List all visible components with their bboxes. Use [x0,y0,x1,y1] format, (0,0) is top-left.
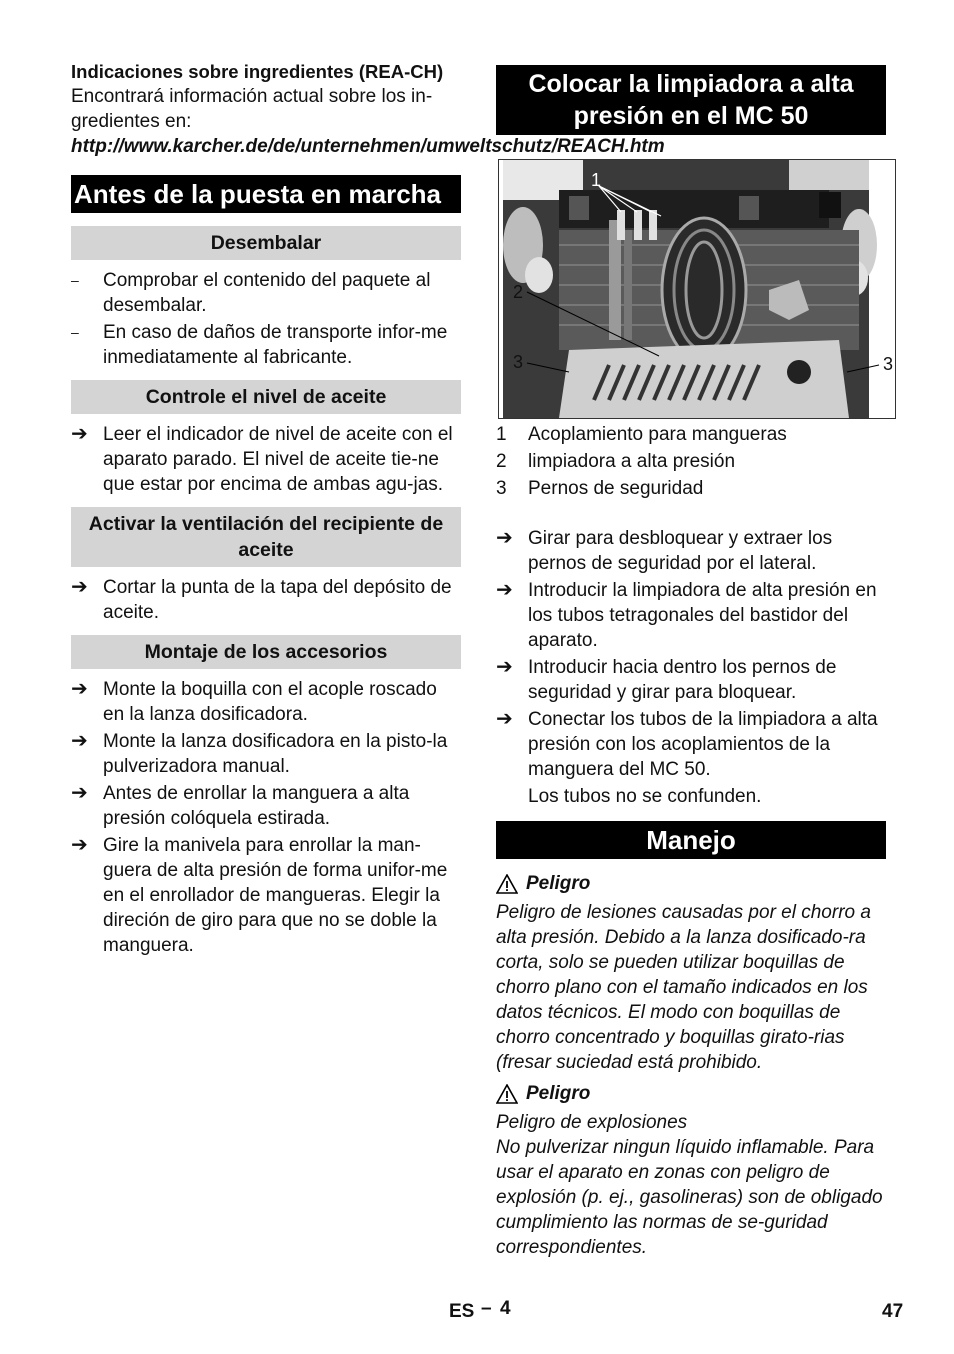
machine-illustration [499,160,895,418]
danger-1-text: Peligro de lesiones causadas por el chorro a alta presión. Debido a la lanza dosificado-ra corta, solo se pueden utilizar boquillas de chorro plano con el tamaño indicados en los datos técnicos. El modo con boquillas de chorro concentrado y boquillas girato-rias (fresar suciedad está prohibido. [496,902,871,1073]
footer-dash: – [481,1298,492,1319]
footer-page-number: 47 [882,1301,904,1322]
warning-icon [496,1084,518,1104]
mount-steps [496,526,886,782]
danger-1-heading: Peligro [496,871,886,896]
list-item: ➔ Introducir hacia dentro los pernos de seguridad y girar para bloquear. [496,656,837,703]
list-item: ➔ Introducir la limpiadora de alta presión en los tubos tetragonales del bastidor del aparato. [496,579,877,651]
arrow-icon: ➔ [71,423,88,445]
list-item: – Comprobar el contenido del paquete al desembalar. [71,270,431,316]
callout-3-left: 3 [513,352,524,372]
right-column [496,65,894,1260]
machine-photo [498,159,896,419]
arrow-icon: ➔ [71,782,88,804]
list-item: ➔ Gire la manivela para enrollar la man-guera de alta presión de forma unifor-me en el enrollador de mangueras. Elegir la direción de giro para que no se doble la manguera. [71,834,448,956]
callout-2: 2 [513,282,524,302]
arrow-icon: ➔ [496,708,513,730]
legend-item: 1 Acoplamiento para mangueras [496,424,787,445]
reach-url[interactable]: http://www.karcher.de/de/unternehmen/umweltschutz/REACH.htm [71,136,665,157]
list-item: ➔ Leer el indicador de nivel de aceite con el aparato parado. El nivel de aceite tie-ne que estar por encima de ambas agu-jas. [71,423,453,495]
list-item: ➔ Monte la boquilla con el acople roscado en la lanza dosificadora. [71,678,437,725]
list-item: ➔ Monte la lanza dosificadora en la pisto-la pulverizadora manual. [71,730,448,777]
footer-section-page: 4 [500,1298,511,1319]
section-title-colocar: Colocar la limpiadora a alta presión en el MC 50 [496,65,886,135]
danger-2-text: No pulverizar ningun líquido inflamable. Para usar el aparato en zonas con peligro de explosión (p. ej., gasolineras) son de obligado cumplimiento las normas de se-guridad correspondientes. [496,1137,883,1258]
section-title-antes: Antes de la puesta en marcha [71,175,461,213]
danger-2-heading: Peligro [496,1081,886,1106]
callout-1: 1 [591,170,602,190]
list-item: ➔ Antes de enrollar la manguera a alta presión colóquela estirada. [71,782,410,829]
subsection-accesorios: Montaje de los accesorios [71,635,461,669]
acc-list [71,677,461,958]
arrow-icon: ➔ [71,730,88,752]
oil-list [71,422,461,497]
legend-item: 2 limpiadora a alta presión [496,451,736,472]
arrow-icon: ➔ [496,579,513,601]
list-item: ➔ Cortar la punta de la tapa del depósito de aceite. [71,576,452,623]
figure-legend [496,421,886,502]
unpack-list [71,268,461,370]
section-title-manejo: Manejo [496,821,886,859]
warning-icon [496,874,518,894]
arrow-icon: ➔ [496,527,513,549]
callout-3-right: 3 [883,354,894,374]
subsection-ventilacion: Activar la ventilación del recipiente de aceite [71,507,461,567]
reach-text: Encontrará información actual sobre los in-gredientes en: [71,86,433,132]
list-item: ➔ Girar para desbloquear y extraer los pernos de seguridad por el lateral. [496,527,833,574]
arrow-icon: ➔ [496,656,513,678]
arrow-icon: ➔ [71,834,88,856]
arrow-icon: ➔ [71,576,88,598]
arrow-icon: ➔ [71,678,88,700]
legend-item: 3 Pernos de seguridad [496,478,704,499]
vent-list [71,575,461,625]
subsection-desembalar: Desembalar [71,226,461,260]
list-item: – En caso de daños de transporte infor-me inmediatamente al fabricante. [71,322,448,368]
footer-lang: ES [449,1301,475,1322]
danger-2-line1: Peligro de explosiones [496,1112,688,1133]
subsection-aceite: Controle el nivel de aceite [71,380,461,414]
steps-note: Los tubos no se confunden. [528,786,762,807]
reach-heading: Indicaciones sobre ingredientes (REA-CH) [71,61,444,82]
list-item: ➔ Conectar los tubos de la limpiadora a alta presión con los acoplamientos de la manguera del MC 50. [496,708,878,780]
